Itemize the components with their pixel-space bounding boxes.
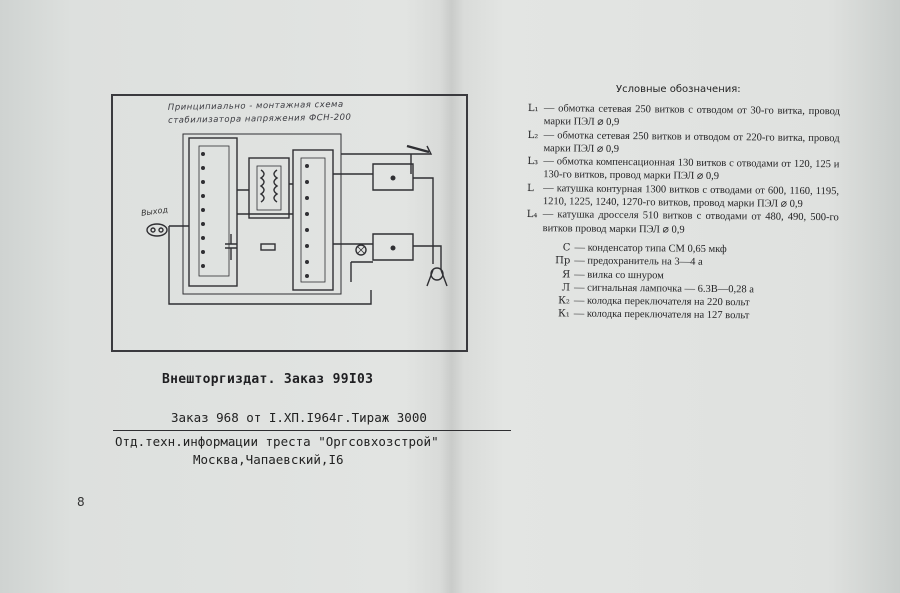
legend-entry bbox=[528, 102, 840, 132]
legend-description: — обмотка сетевая 250 витков с отводом от 30-го витка, провод марки ПЭЛ ⌀ 0,9 bbox=[543, 103, 840, 129]
legend-symbol: Пр bbox=[555, 255, 571, 267]
legend-description: — обмотка сетевая 250 витков и отводом от 220-го витка, провод марки ПЭЛ ⌀ 0,9 bbox=[543, 129, 840, 155]
left-terminal-block bbox=[189, 138, 237, 286]
legend-description: — колодка переключателя на 127 вольт bbox=[573, 308, 750, 322]
legend-symbol: К₁ bbox=[557, 308, 570, 320]
legend-symbol: L₄ bbox=[526, 209, 538, 221]
legend-entry bbox=[527, 208, 839, 238]
schematic-title-line2: стабилизатора напряжения ФСН-200 bbox=[168, 112, 352, 126]
legend-symbol: L₃ bbox=[527, 156, 539, 168]
legend bbox=[526, 102, 840, 324]
legend-symbol: L bbox=[527, 182, 534, 194]
legend-symbol: L₂ bbox=[527, 129, 539, 141]
legend-title: Условные обозначения: bbox=[616, 84, 741, 95]
fuse bbox=[261, 244, 275, 250]
right-terminal-block bbox=[293, 150, 333, 290]
terminal-dots bbox=[201, 152, 396, 278]
schematic-title-line1: Принципиально - монтажная схема bbox=[167, 99, 344, 113]
legend-description: — катушка дросселя 510 витков с отводами от 480, 490, 500-го витков провод марки ПЭЛ ⌀ 0,9 bbox=[542, 209, 839, 236]
legend-description: — катушка контурная 1300 витков с отводами от 600, 1160, 1195, 1210, 1225, 1240, 1270-го витков, провод марки ПЭЛ ⌀ 0,9 bbox=[542, 182, 840, 210]
legend-entry bbox=[526, 307, 838, 324]
legend-symbol: Л bbox=[561, 282, 571, 294]
legend-description: — предохранитель на 3—4 а bbox=[574, 255, 703, 269]
department-line: Отд.техн.информации треста "Оргсовхозстрой" bbox=[115, 434, 439, 449]
legend-symbol: L₁ bbox=[527, 102, 539, 115]
legend-description: — колодка переключателя на 220 вольт bbox=[573, 295, 750, 309]
capacitor bbox=[225, 234, 237, 260]
legend-symbol: С bbox=[562, 242, 571, 254]
page-number: 8 bbox=[77, 495, 85, 509]
plug-pins bbox=[427, 270, 447, 286]
transformer-core bbox=[249, 158, 289, 218]
city-line: Москва,Чапаевский,I6 bbox=[193, 452, 344, 467]
legend-entry bbox=[527, 155, 839, 185]
legend-description: — конденсатор типа СМ 0,65 мкф bbox=[574, 242, 727, 256]
output-socket bbox=[147, 224, 167, 236]
divider-rule bbox=[113, 430, 511, 431]
publisher-line: Внешторгиздат. Заказ 99I03 bbox=[162, 372, 374, 387]
legend-description: — сигнальная лампочка — 6.3В—0,28 а bbox=[573, 282, 755, 296]
legend-description: — вилка со шнуром bbox=[574, 269, 664, 281]
legend-entry bbox=[527, 182, 839, 212]
legend-description: — обмотка компенсационная 130 витков с отводами от 120, 125 и 130-го витков, провод марки ПЭЛ ⌀ 0,9 bbox=[543, 156, 840, 183]
output-label: Выход bbox=[140, 205, 169, 218]
legend-symbol: К₂ bbox=[558, 295, 570, 307]
legend-symbol: Я bbox=[562, 268, 571, 281]
wiring-diagram bbox=[111, 94, 468, 352]
order-line: Заказ 968 от I.XП.I964г.Тираж 3000 bbox=[171, 410, 427, 425]
legend-entry bbox=[527, 129, 839, 159]
